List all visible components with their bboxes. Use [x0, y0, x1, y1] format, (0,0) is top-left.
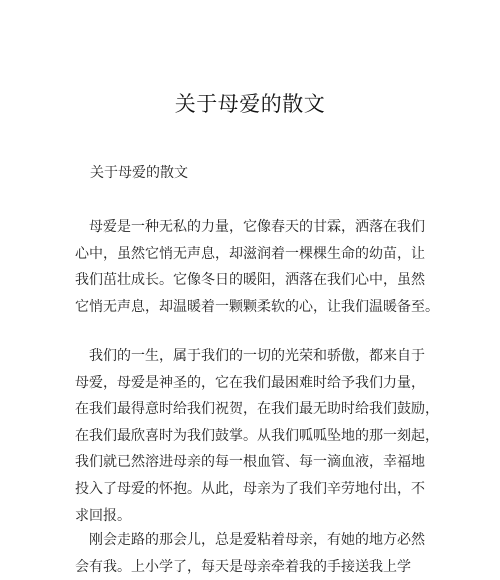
paragraph-3 [75, 527, 435, 580]
paragraph-line: 在我们最欣喜时为我们鼓掌。从我们呱呱坠地的那一刻起， [75, 427, 439, 444]
paragraph-line: 我们茁壮成长。它像冬日的暖阳，洒落在我们心中，虽然 [75, 272, 425, 289]
document-subtitle: 关于母爱的散文 [90, 165, 188, 181]
paragraph-line: 母爱是一种无私的力量，它像春天的甘霖，洒落在我们 [89, 219, 425, 235]
paragraph-line: 会有我。上小学了，每天是母亲牵着我的手接送我上学 [75, 558, 411, 575]
paragraph-line: 投入了母爱的怀抱。从此，母亲为了我们辛劳地付出，不 [75, 480, 425, 497]
paragraph-2 [75, 343, 439, 529]
paragraph-line: 在我们最得意时给我们祝贺，在我们最无助时给我们鼓励， [75, 401, 439, 418]
paragraph-line: 心中，虽然它悄无声息，却滋润着一棵棵生命的幼苗，让 [75, 245, 425, 262]
paragraph-line: 它悄无声息，却温暖着一颗颗柔软的心，让我们温暖备至。 [75, 298, 439, 315]
paragraph-line: 刚会走路的那会儿，总是爱粘着母亲，有她的地方必然 [89, 532, 425, 548]
paragraph-line: 求回报。 [75, 507, 131, 524]
document-title: 关于母爱的散文 [174, 92, 326, 116]
paragraph-line: 我们的一生，属于我们的一切的光荣和骄傲，都来自于 [89, 348, 425, 364]
paragraph-line: 母爱，母爱是神圣的，它在我们最困难时给予我们力量， [75, 374, 425, 391]
paragraph-1 [75, 214, 439, 320]
paragraph-line: 我们就已然溶进母亲的每一根血管、每一滴血液，幸福地 [75, 454, 425, 471]
